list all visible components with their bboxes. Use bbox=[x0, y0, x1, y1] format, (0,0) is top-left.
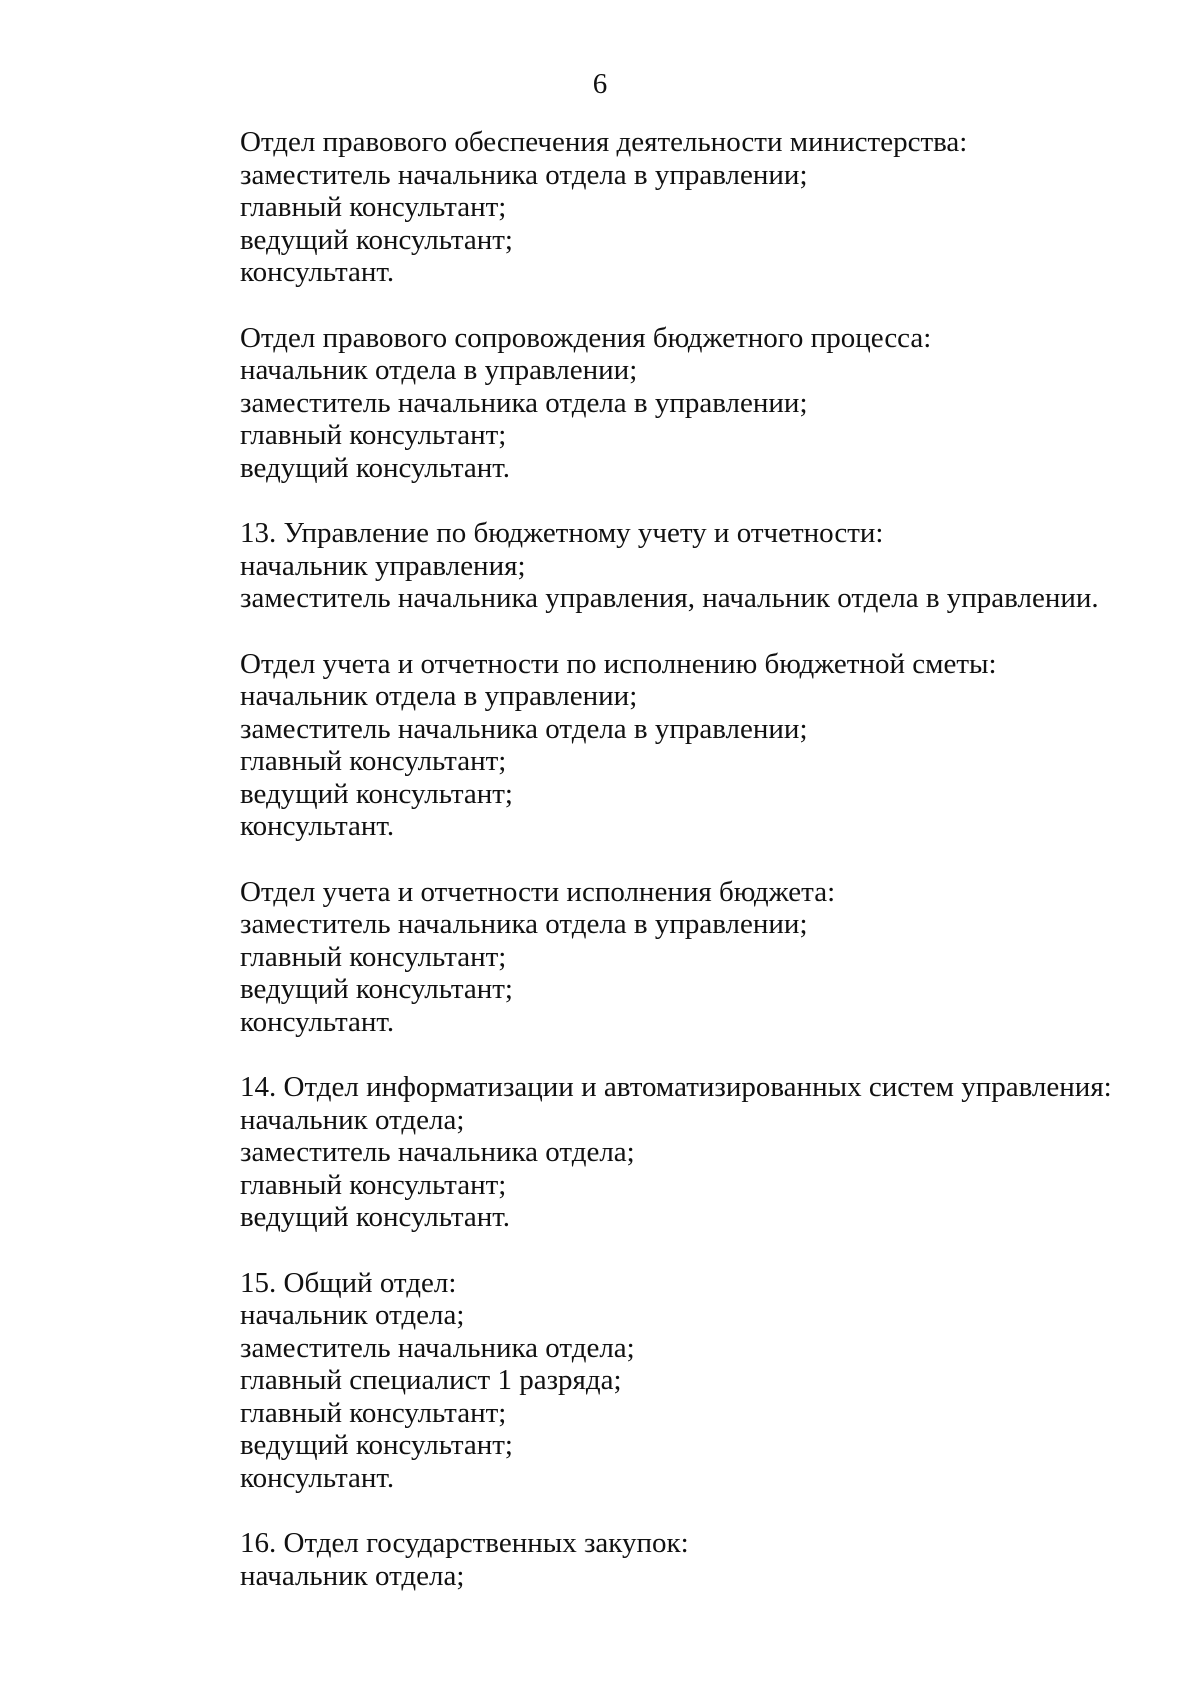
section-heading: Отдел учета и отчетности исполнения бюджета: bbox=[240, 875, 836, 908]
section-heading: 13. Управление по бюджетному учету и отчетности: bbox=[240, 517, 884, 549]
section-heading: 15. Общий отдел: bbox=[240, 1266, 457, 1299]
section-legal-support bbox=[240, 126, 1140, 289]
document-body bbox=[240, 126, 1140, 1625]
position-item: начальник управления; bbox=[240, 549, 526, 582]
position-item: главный консультант; bbox=[240, 419, 507, 451]
section-15-general bbox=[240, 1267, 1140, 1495]
position-item: ведущий консультант; bbox=[240, 223, 513, 256]
section-14-informatization bbox=[240, 1071, 1140, 1234]
position-item: консультант. bbox=[240, 1005, 395, 1038]
position-item: заместитель начальника отдела в управлении; bbox=[240, 386, 808, 419]
position-item: начальник отдела; bbox=[240, 1103, 465, 1136]
position-item: главный консультант; bbox=[240, 745, 507, 777]
section-heading: 16. Отдел государственных закупок: bbox=[240, 1527, 689, 1559]
position-item: заместитель начальника управления, начальник отдела в управлении. bbox=[240, 582, 1099, 614]
section-estimate-accounting bbox=[240, 648, 1140, 843]
position-item: начальник отдела; bbox=[240, 1299, 465, 1331]
section-heading: Отдел правового обеспечения деятельности министерства: bbox=[240, 126, 968, 158]
section-budget-legal bbox=[240, 322, 1140, 485]
section-heading: Отдел правового сопровождения бюджетного процесса: bbox=[240, 321, 932, 354]
section-13-accounting bbox=[240, 517, 1140, 615]
position-item: заместитель начальника отдела; bbox=[240, 1331, 635, 1364]
position-item: заместитель начальника отдела; bbox=[240, 1136, 635, 1168]
position-item: консультант. bbox=[240, 256, 395, 288]
position-item: ведущий консультант; bbox=[240, 1429, 513, 1461]
section-heading: 14. Отдел информатизации и автоматизированных систем управления: bbox=[240, 1071, 1112, 1103]
position-item: заместитель начальника отдела в управлении; bbox=[240, 908, 808, 940]
position-item: консультант. bbox=[240, 810, 395, 842]
position-item: главный консультант; bbox=[240, 940, 507, 973]
position-item: ведущий консультант; bbox=[240, 973, 513, 1005]
position-item: заместитель начальника отдела в управлении; bbox=[240, 158, 808, 191]
position-item: главный консультант; bbox=[240, 1396, 507, 1429]
position-item: главный консультант; bbox=[240, 191, 507, 223]
position-item: заместитель начальника отдела в управлении; bbox=[240, 712, 808, 745]
section-heading: Отдел учета и отчетности по исполнению бюджетной сметы: bbox=[240, 647, 997, 680]
position-item: ведущий консультант; bbox=[240, 777, 513, 810]
section-budget-execution-accounting bbox=[240, 876, 1140, 1039]
position-item: начальник отдела; bbox=[240, 1559, 465, 1592]
position-item: начальник отдела в управлении; bbox=[240, 680, 638, 712]
position-item: консультант. bbox=[240, 1461, 395, 1494]
position-item: ведущий консультант. bbox=[240, 1201, 510, 1233]
position-item: начальник отдела в управлении; bbox=[240, 354, 638, 386]
position-item: главный специалист 1 разряда; bbox=[240, 1364, 622, 1396]
section-16-procurement bbox=[240, 1527, 1140, 1592]
position-item: ведущий консультант. bbox=[240, 451, 510, 484]
position-item: главный консультант; bbox=[240, 1168, 507, 1201]
page-number: 6 bbox=[592, 68, 608, 100]
